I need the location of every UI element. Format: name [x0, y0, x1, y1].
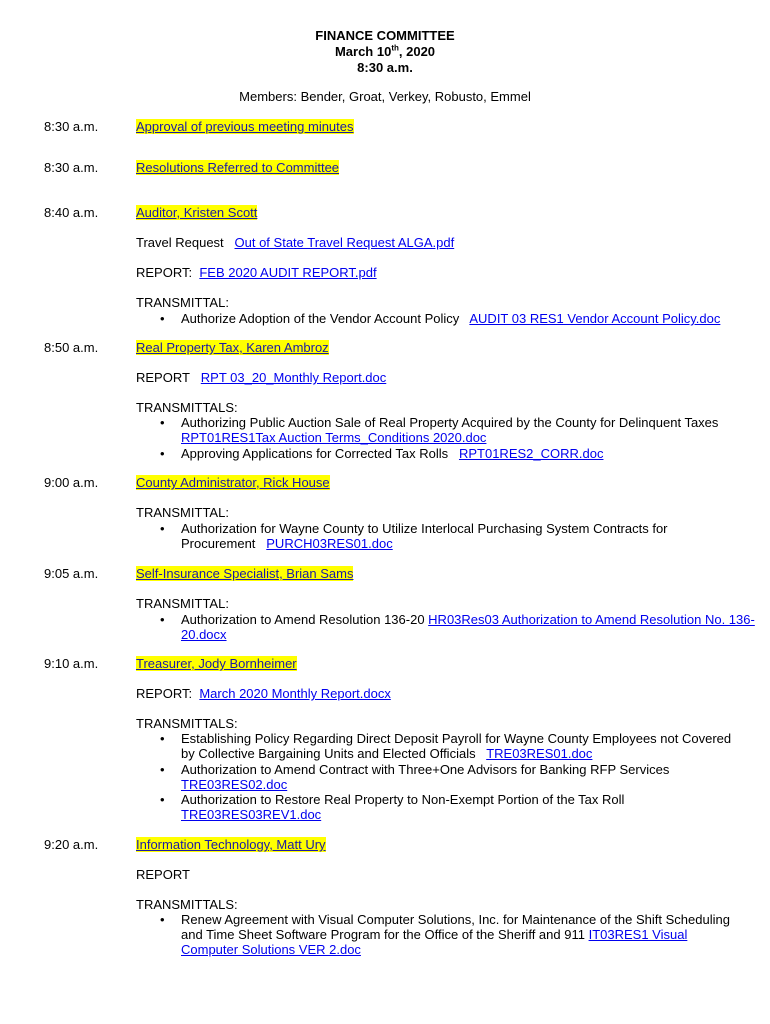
agenda-title-link[interactable]: Approval of previous meeting minutes — [136, 119, 354, 134]
agenda-title-link[interactable]: Real Property Tax, Karen Ambroz — [136, 340, 329, 355]
list-item — [181, 311, 720, 326]
agenda-time: 9:00 a.m. — [44, 475, 99, 490]
travel-label: Travel Request — [136, 235, 224, 250]
document-link[interactable]: AUDIT 03 RES1 Vendor Account Policy.doc — [469, 311, 721, 326]
list-item — [181, 612, 755, 627]
list-item-text: Authorization to Amend Resolution 136-20 — [181, 612, 425, 627]
document-link[interactable]: RPT 03_20_Monthly Report.doc — [200, 370, 387, 385]
agenda-item-title — [136, 837, 326, 852]
date-suffix: th — [391, 43, 399, 53]
list-item-text: by Collective Bargaining Units and Elected Officials — [181, 746, 476, 761]
agenda-item-title — [136, 656, 297, 671]
list-item — [181, 746, 592, 761]
report-line — [136, 265, 377, 280]
document-link[interactable]: RPT01RES1Tax Auction Terms_Conditions 2020.doc — [181, 430, 487, 445]
document-link[interactable]: RPT01RES2_CORR.doc — [458, 446, 604, 461]
report-line — [136, 686, 391, 701]
agenda-time: 8:30 a.m. — [44, 119, 99, 134]
document-link[interactable]: TRE03RES02.doc — [181, 777, 288, 792]
document-link[interactable]: IT03RES1 Visual — [588, 927, 688, 942]
agenda-title-link[interactable]: Self-Insurance Specialist, Brian Sams — [136, 566, 354, 581]
agenda-time: 8:30 a.m. — [44, 160, 99, 175]
agenda-title-link[interactable]: County Administrator, Rick House — [136, 475, 330, 490]
agenda-title-link[interactable]: Treasurer, Jody Bornheimer — [136, 656, 297, 671]
agenda-item-title — [136, 340, 329, 355]
agenda-item-title — [136, 160, 339, 175]
transmittal-label: TRANSMITTALS: — [136, 400, 238, 415]
transmittal-label: TRANSMITTALS: — [136, 716, 238, 731]
agenda-time: 9:10 a.m. — [44, 656, 99, 671]
report-label: REPORT: — [136, 686, 193, 701]
list-item — [181, 807, 321, 822]
document-link[interactable]: HR03Res03 Authorization to Amend Resolution No. 136- — [428, 612, 755, 627]
agenda-item-title — [136, 119, 354, 134]
transmittal-label: TRANSMITTAL: — [136, 596, 229, 611]
list-item — [181, 446, 603, 461]
agenda-title-link[interactable]: Auditor, Kristen Scott — [136, 205, 258, 220]
bullet: • — [160, 612, 165, 627]
travel-request-line — [136, 235, 454, 250]
bullet: • — [160, 521, 165, 536]
bullet: • — [160, 731, 165, 746]
members-list: Members: Bender, Groat, Verkey, Robusto, Emmel — [239, 89, 531, 104]
transmittal-label: TRANSMITTAL: — [136, 295, 229, 310]
bullet: • — [160, 446, 165, 461]
agenda-title-link[interactable]: Information Technology, Matt Ury — [136, 837, 326, 852]
meeting-date — [0, 44, 770, 60]
list-item-text: Approving Applications for Corrected Tax Rolls — [181, 446, 449, 461]
document-link[interactable]: 20.docx — [181, 627, 227, 642]
report-label: REPORT — [136, 867, 190, 882]
agenda-time: 9:05 a.m. — [44, 566, 99, 581]
agenda-title-link[interactable]: Resolutions Referred to Committee — [136, 160, 340, 175]
bullet: • — [160, 311, 165, 326]
document-title: FINANCE COMMITTEE — [315, 28, 455, 43]
list-item-text: Establishing Policy Regarding Direct Deposit Payroll for Wayne County Employees not Covered — [181, 731, 732, 746]
list-item-text: and Time Sheet Software Program for the Office of the Sheriff and 911 — [181, 927, 585, 942]
list-item — [181, 536, 393, 551]
transmittal-label: TRANSMITTALS: — [136, 897, 238, 912]
list-item — [181, 942, 361, 957]
agenda-item-title — [136, 566, 353, 581]
bullet: • — [160, 762, 165, 777]
report-label: REPORT — [136, 370, 190, 385]
report-line — [136, 370, 386, 385]
document-link[interactable]: TRE03RES01.doc — [486, 746, 593, 761]
transmittal-label: TRANSMITTAL: — [136, 505, 229, 520]
list-item-text: Renew Agreement with Visual Computer Solutions, Inc. for Maintenance of the Shift Scheduling — [181, 912, 730, 927]
document-link[interactable]: PURCH03RES01.doc — [266, 536, 393, 551]
agenda-time: 9:20 a.m. — [44, 837, 99, 852]
bullet: • — [160, 792, 165, 807]
list-item-text: Authorization to Restore Real Property to Non-Exempt Portion of the Tax Roll — [181, 792, 625, 807]
list-item — [181, 627, 227, 642]
bullet: • — [160, 415, 165, 430]
agenda-item-title — [136, 475, 330, 490]
meeting-time: 8:30 a.m. — [357, 60, 413, 75]
list-item-text: Authorization for Wayne County to Utilize Interlocal Purchasing System Contracts for — [181, 521, 668, 536]
list-item-text: Procurement — [181, 536, 256, 551]
list-item — [181, 777, 287, 792]
document-link[interactable]: FEB 2020 AUDIT REPORT.pdf — [199, 265, 377, 280]
agenda-item-title — [136, 205, 257, 220]
document-link[interactable]: Out of State Travel Request ALGA.pdf — [234, 235, 455, 250]
agenda-time: 8:40 a.m. — [44, 205, 99, 220]
bullet: • — [160, 912, 165, 927]
list-item-text: Authorizing Public Auction Sale of Real Property Acquired by the County for Delinquent Taxes — [181, 415, 719, 430]
list-item — [181, 927, 687, 942]
document-link[interactable]: Computer Solutions VER 2.doc — [181, 942, 361, 957]
agenda-time: 8:50 a.m. — [44, 340, 99, 355]
date-main: March 10 — [334, 44, 392, 59]
date-year: , 2020 — [398, 44, 436, 59]
list-item-text: Authorization to Amend Contract with Three+One Advisors for Banking RFP Services — [181, 762, 670, 777]
document-link[interactable]: March 2020 Monthly Report.docx — [199, 686, 391, 701]
list-item-text: Authorize Adoption of the Vendor Account Policy — [181, 311, 460, 326]
list-item — [181, 430, 486, 445]
report-label: REPORT: — [136, 265, 193, 280]
document-link[interactable]: TRE03RES03REV1.doc — [181, 807, 322, 822]
